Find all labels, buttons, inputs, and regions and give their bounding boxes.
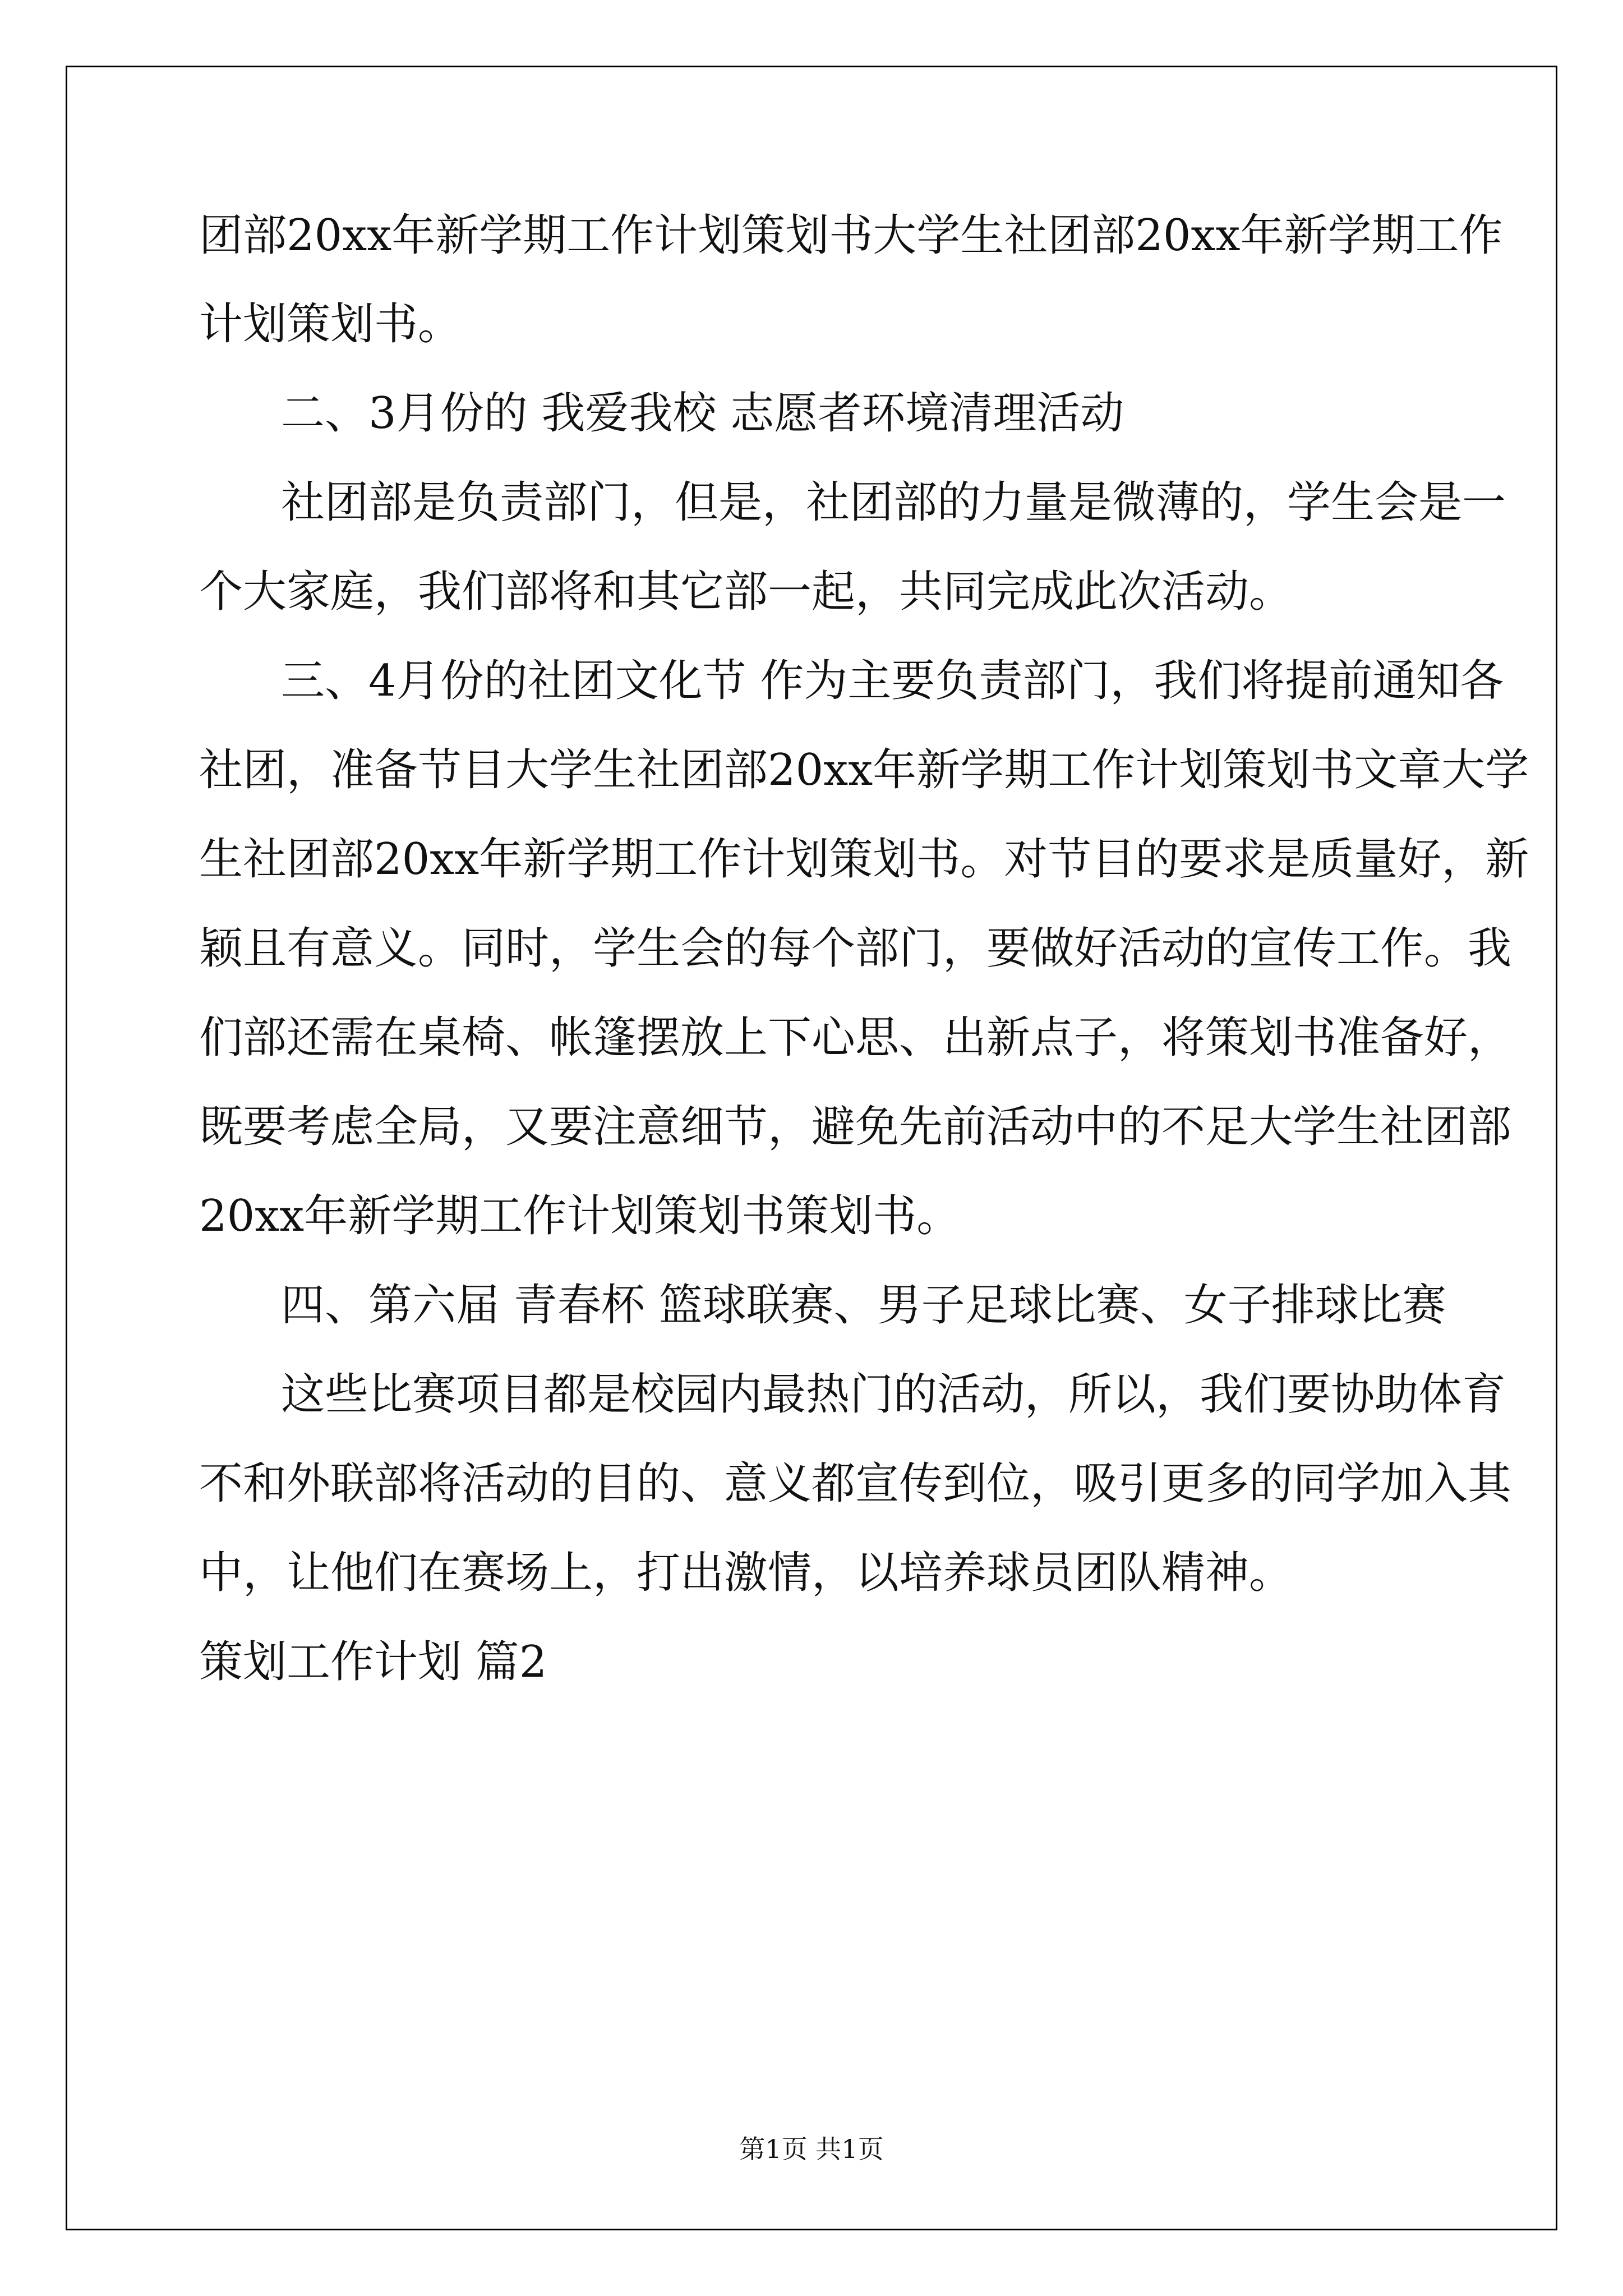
text-line-1: 团部20xx年新学期工作计划策划书大学生社团部20xx年新学期工作 bbox=[199, 210, 1503, 261]
text-line-9: 颖且有意义。同时，学生会的每个部门，要做好活动的宣传工作。我 bbox=[199, 923, 1512, 974]
text-line-4: 社团部是负责部门，但是，社团部的力量是微薄的，学生会是一 bbox=[281, 477, 1506, 528]
text-line-16: 中，让他们在赛场上，打出激情，以培养球员团队精神。 bbox=[199, 1548, 1293, 1598]
text-line-12: 20xx年新学期工作计划策划书策划书。 bbox=[199, 1191, 961, 1241]
text-line-11: 既要考虑全局，又要注意细节，避免先前活动中的不足大学生社团部 bbox=[199, 1102, 1512, 1152]
chapter-heading: 策划工作计划 篇2 bbox=[199, 1637, 547, 1687]
page-footer: 第1页 共1页 bbox=[739, 2134, 884, 2164]
text-line-7: 社团，准备节目大学生社团部20xx年新学期工作计划策划书文章大学 bbox=[199, 745, 1529, 795]
section-heading-3: 三、4月份的社团文化节 作为主要负责部门，我们将提前通知各 bbox=[281, 656, 1504, 706]
section-heading-4: 四、第六届 青春杯 篮球联赛、男子足球比赛、女子排球比赛 bbox=[281, 1280, 1446, 1331]
text-line-5: 个大家庭，我们部将和其它部一起，共同完成此次活动。 bbox=[199, 567, 1293, 617]
text-line-14: 这些比赛项目都是校园内最热门的活动，所以，我们要协助体育 bbox=[281, 1369, 1506, 1420]
text-line-2: 计划策划书。 bbox=[199, 299, 462, 349]
text-line-10: 们部还需在桌椅、帐篷摆放上下心思、出新点子，将策划书准备好， bbox=[199, 1013, 1512, 1063]
text-line-8: 生社团部20xx年新学期工作计划策划书。对节目的要求是质量好，新 bbox=[199, 834, 1529, 885]
text-line-15: 不和外联部将活动的目的、意义都宣传到位，吸引更多的同学加入其 bbox=[199, 1458, 1512, 1509]
section-heading-2: 二、3月份的 我爱我校 志愿者环境清理活动 bbox=[281, 388, 1124, 439]
